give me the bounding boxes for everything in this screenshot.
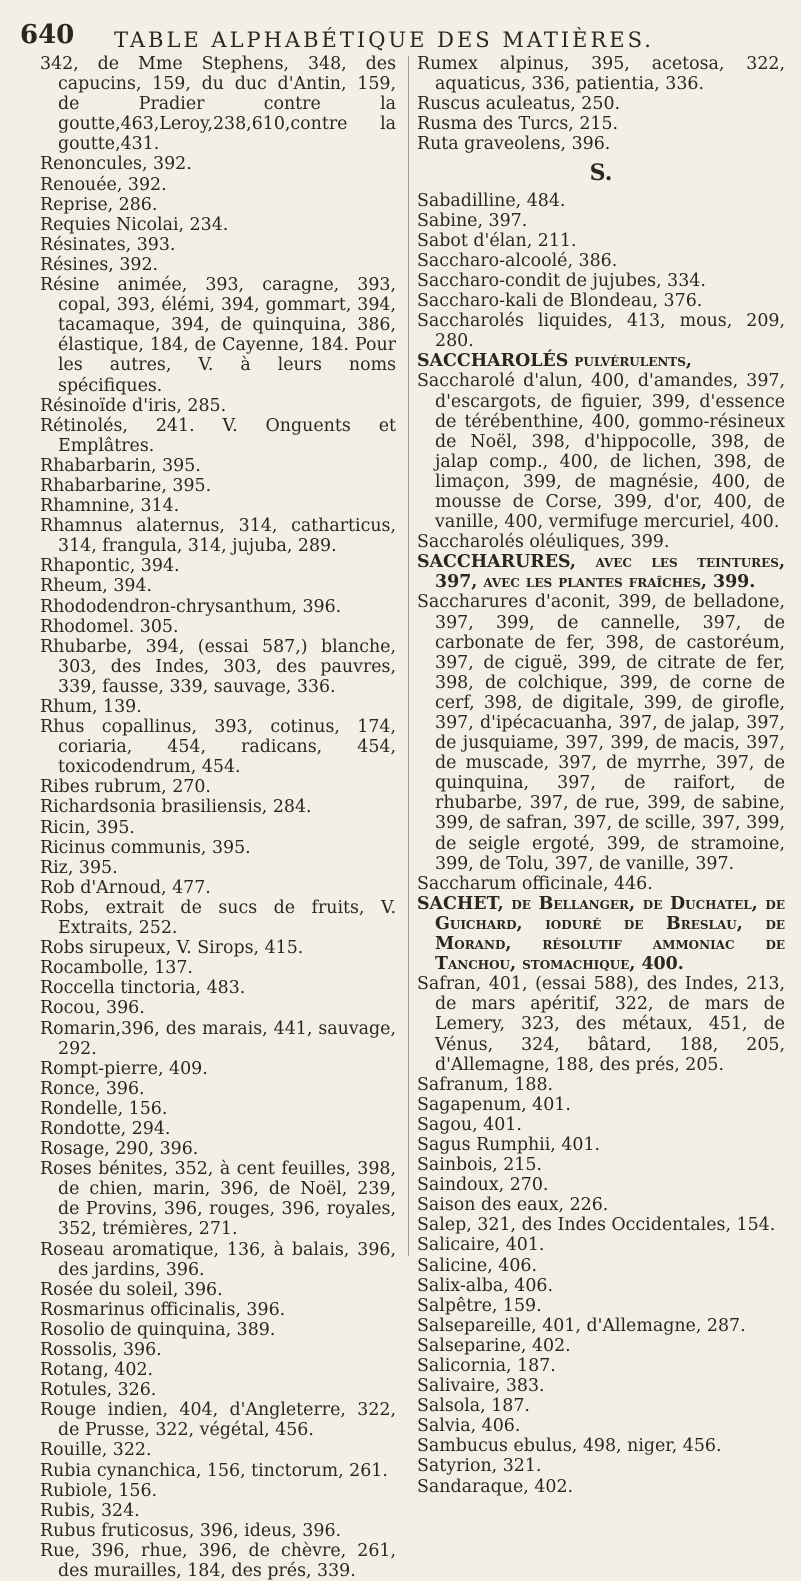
index-entry: Ricinus communis, 395. [40,837,251,858]
index-entry: Rhapontic, 394. [40,556,180,577]
index-entry: Sabot d'élan, 211. [417,230,577,251]
index-entry: Requies Nicolai, 234. [40,214,229,235]
index-entry: Safranum, 188. [417,1074,554,1095]
index-entry: Résine animée, 393, caragne, 393, copal, 393, élémi, 394, gommart, 394, tacamaque, 394, de quinquina, 386, élastique, 184, de Cayenne, 184. Pour les autres, V. à leurs noms spécifiques. [40,275,396,396]
index-entry: Rocambolle, 137. [40,958,193,979]
index-entry: Rubis, 324. [40,1500,140,1521]
index-entry: Robs, extrait de sucs de fruits, V. Extraits, 252. [40,897,396,939]
index-entry: Renoncules, 392. [40,154,192,175]
index-entry: Roseau aromatique, 136, à balais, 396, des jardins, 396. [40,1239,396,1280]
index-entry: Rhabarbarine, 395. [40,475,212,496]
right-column-s-entries [417,191,785,1497]
right-column [417,54,785,1497]
index-entry: Salivaire, 383. [417,1376,545,1397]
index-entry: Salix-alba, 406. [417,1275,553,1296]
index-entry: Rob d'Arnoud, 477. [40,877,211,898]
running-title: TABLE ALPHABÉTIQUE DES MATIÈRES. [114,28,654,52]
index-entry: Ruta graveolens, 396. [417,134,611,155]
index-entry: Rhamnine, 314. [40,496,180,517]
column-divider [408,56,409,1256]
index-entry: Sagapenum, 401. [417,1094,571,1115]
index-entry: Salseparine, 402. [417,1335,571,1356]
index-entry: Résines, 392. [40,254,159,275]
index-entry: Sabine, 397. [417,210,528,231]
index-entry: Rhamnus alaternus, 314, catharticus, 314, frangula, 314, jujuba, 289. [40,516,396,557]
index-entry: Rue, 396, rhue, 396, de chèvre, 261, des murailles, 184, des prés, 339. [40,1540,396,1581]
index-entry: Salicaire, 401. [417,1235,545,1256]
index-entry: Salep, 321, des Indes Occidentales, 154. [417,1215,776,1236]
index-entry: Rheum, 394. [40,576,153,597]
index-entry: Salvia, 406. [417,1416,521,1437]
index-entry: Salicornia, 187. [417,1356,556,1376]
section-letter-s: S. [589,160,613,187]
index-entry: Rubia cynanchica, 156, tinctorum, 261. [40,1460,388,1481]
index-entry: Rosmarinus officinalis, 396. [40,1299,286,1320]
index-entry: Ricin, 395. [40,817,135,838]
index-entry: Rhus copallinus, 393, cotinus, 174, coriaria, 454, radicans, 454, toxicodendrum, 454. [40,717,396,778]
index-entry: Roccella tinctoria, 483. [40,978,246,999]
index-entry: Rosage, 290, 396. [40,1139,199,1160]
index-entry: Rouille, 322. [40,1440,152,1461]
index-entry: Ribes rubrum, 270. [40,777,211,798]
index-entry: Saccharo-condit de jujubes, 334. [417,270,706,291]
index-entry: Saccharolés oléuliques, 399. [417,532,670,553]
index-entry: Rondotte, 294. [40,1118,171,1139]
index-entry: Riz, 395. [40,857,118,878]
index-entry: Rhododendron-chrysanthum, 396. [40,596,342,617]
left-column [40,54,396,1581]
index-entry: Ronce, 396. [40,1078,145,1099]
index-entry: Sandaraque, 402. [417,1476,574,1497]
index-entry: Rhabarbarin, 395. [40,455,201,476]
index-entry: Rondelle, 156. [40,1098,168,1119]
index-entry: Rompt-pierre, 409. [40,1058,208,1079]
index-entry: Reprise, 286. [40,194,158,215]
index-entry: Rhubarbe, 394, (essai 587,) blanche, 303, des Indes, 303, des pauvres, 339, fausse, 339, sauvage, 336. [40,636,396,697]
page-number: 640 [20,20,75,50]
index-entry: Sambucus ebulus, 498, niger, 456. [417,1436,722,1457]
index-entry: Safran, 401, (essai 588), des Indes, 213, de mars apéritif, 322, de mars de Lemery, 323, des métaux, 451, de Vénus, 324, bâtard, 188, 205, d'Allemagne, 188, des prés, 205. [417,974,785,1075]
index-entry: Salsola, 187. [417,1396,530,1417]
index-entry: Salicine, 406. [417,1255,537,1276]
index-entry: Rumex alpinus, 395, acetosa, 322, aquaticus, 336, patientia, 336. [417,54,785,95]
page-header [0,4,801,56]
index-entry: Saindoux, 270. [417,1175,549,1196]
index-entry: Saison des eaux, 226. [417,1195,609,1216]
index-entry: Robs sirupeux, V. Sirops, 415. [40,938,304,959]
index-entry: Roses bénites, 352, à cent feuilles, 398, de chien, marin, 396, de Noël, 239, de Provins, 396, rouges, 396, royales, 352, trémières, 271. [40,1159,396,1240]
index-entry: Salsepareille, 401, d'Allemagne, 287. [417,1315,746,1336]
index-entry: SACCHAROLÉS pulvérulents, [417,351,692,372]
index-entry: Rubus fruticosus, 396, ideus, 396. [40,1520,342,1541]
index-entry: SACHET, de Bellanger, de Duchatel, de Guichard, ioduré de Breslau, de Morand, résolutif ammoniac de Tanchou, stomachique, 400. [417,893,785,975]
index-entry: Rosolio de quinquina, 389. [40,1319,276,1340]
index-entry: Rhodomel. 305. [40,616,179,637]
index-entry: Sagus Rumphii, 401. [417,1134,601,1155]
index-entry: Rotang, 402. [40,1360,154,1381]
index-entry: Saccharum officinale, 446. [417,873,653,894]
index-entry: Ruscus aculeatus, 250. [417,94,621,115]
index-entry: Saccharures d'aconit, 399, de belladone, 397, 399, de cannelle, 397, de carbonate de fer, 398, de castoréum, 397, de ciguë, 399, de citrate de fer, 398, de colchique, 399, de corne de cerf, 398, de digitale, 399, de girofle, 397, d'ipécacuanha, 397, de jalap, 397, de jusquiame, 397, 399, de macis, 397, de muscade, 397, de myrrhe, 397, de quinquina, 397, de raifort, de rhubarbe, 397, de rue, 399, de sabine, 399, de safran, 397, de scille, 397, 399, de seigle ergoté, 399, de stramoine, 399, de Tolu, 397, de vanille, 397. [417,592,785,874]
index-entry: Rusma des Turcs, 215. [417,114,619,135]
index-entry: Rouge indien, 404, d'Angleterre, 322, de Prusse, 322, végétal, 456. [40,1400,396,1441]
index-entry: Rétinolés, 241. V. Onguents et Emplâtres. [40,415,396,456]
index-entry: Rocou, 396. [40,998,145,1019]
index-entry: Saccharolé d'alun, 400, d'amandes, 397, d'escargots, de figuier, 399, d'essence de térébenthine, 400, gommo-résineux de Noël, 398, d'hippocolle, 398, de jalap comp., 400, de lichen, 398, de limaçon, 399, de magnésie, 400, de mousse de Corse, 399, d'or, 400, de vanille, 400, vermifuge mercuriel, 400. [417,371,785,533]
index-entry: Saccharo-alcoolé, 386. [417,250,618,271]
index-entry: Rossolis, 396. [40,1340,162,1360]
index-entry: Rubiole, 156. [40,1480,158,1501]
index-entry: Sainbois, 215. [417,1155,542,1176]
index-entry: Résinoïde d'iris, 285. [40,395,227,416]
index-entry: Résinates, 393. [40,234,176,255]
index-entry: Rhum, 139. [40,697,142,717]
index-entry: Rosée du soleil, 396. [40,1279,223,1300]
index-entry: Romarin,396, des marais, 441, sauvage, 292. [40,1018,396,1059]
index-entry: Sabadilline, 484. [417,190,566,211]
index-entry: Richardsonia brasiliensis, 284. [40,797,312,818]
index-entry: Rotules, 326. [40,1380,157,1401]
index-entry: Salpêtre, 159. [417,1295,542,1316]
index-entry: Sagou, 401. [417,1114,522,1135]
index-entry: 342, de Mme Stephens, 348, des capucins, 159, du duc d'Antin, 159, de Pradier contre la goutte,463,Leroy,238,610,contre la goutte,431. [40,54,396,155]
index-entry: SACCHARURES, avec les teintures, 397, avec les plantes fraîches, 399. [417,552,785,593]
index-entry: Renouée, 392. [40,174,167,195]
right-column-r-entries [417,54,785,154]
index-entry: Saccharo-kali de Blondeau, 376. [417,291,703,312]
index-entry: Satyrion, 321. [417,1456,542,1477]
index-entry: Saccharolés liquides, 413, mous, 209, 280. [417,311,785,352]
